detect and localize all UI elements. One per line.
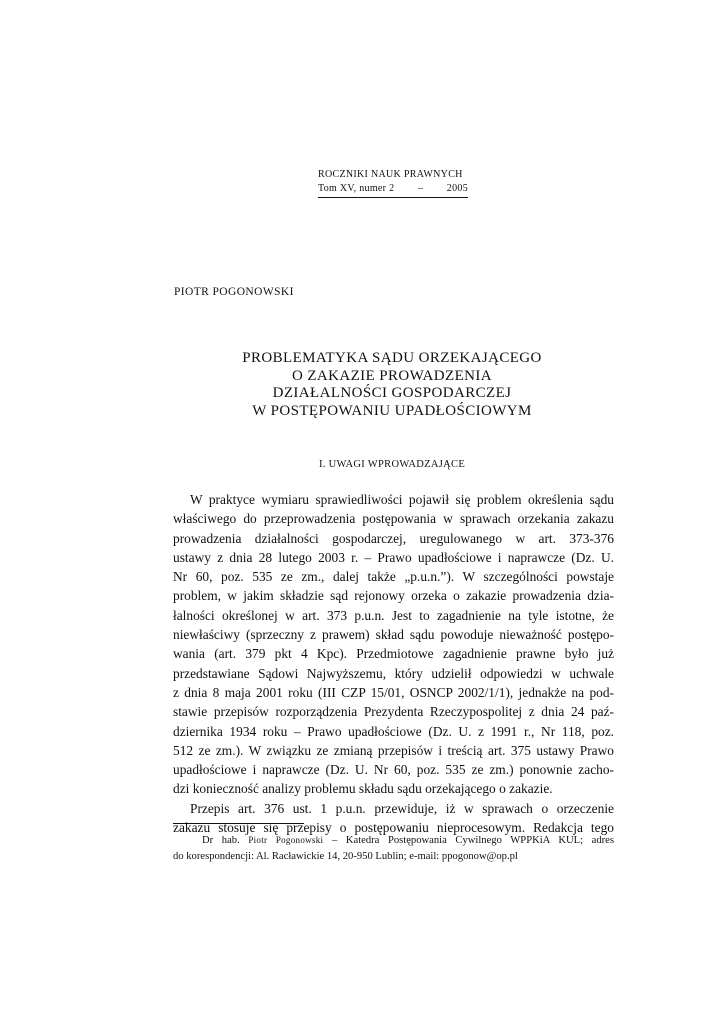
body-line: łalności określonej w art. 373 p.u.n. Jest to zagadnienie na tyle istotne, że [173, 607, 614, 623]
body-line: dziernika 1934 roku – Prawo upadłościowe (Dz. U. z 1991 r., Nr 118, poz. [173, 723, 614, 739]
footnote-line [173, 833, 614, 849]
title-line: DZIAŁALNOŚCI GOSPODARCZEJ [272, 385, 512, 401]
volume-year: 2005 [446, 183, 468, 194]
body-line: stawie przepisów rozporządzenia Prezydenta Rzeczypospolitej z dnia 24 paź- [173, 704, 614, 720]
title-line: W POSTĘPOWANIU UPADŁOŚCIOWYM [252, 402, 532, 419]
volume-line [318, 182, 468, 198]
volume-dash: – [417, 183, 424, 194]
body-line: ustawy z dnia 28 lutego 2003 r. – Prawo upadłościowe i naprawcze (Dz. U. [173, 549, 614, 565]
body-line: prowadzenia działalności gospodarczej, uregulowanego w art. 373-376 [173, 530, 614, 546]
body-text [173, 490, 614, 837]
footnote-prefix: Dr hab. [202, 835, 249, 846]
body-line: W praktyce wymiaru sprawiedliwości pojawił się problem określenia sądu [190, 492, 614, 507]
body-line: upadłościowe i naprawcze (Dz. U. Nr 60, poz. 535 ze zm.) ponownie zacho- [173, 762, 614, 778]
body-line: właściwego do przeprowadzenia postępowania w sprawach orzekania zakazu [173, 511, 614, 527]
body-line: przedstawiane Sądowi Najwyższemu, który udzielił odpowiedzi w uchwale [173, 665, 614, 681]
body-line: 512 ze zm.). W związku ze zmianą przepisów i treścią art. 375 ustawy Prawo [173, 742, 614, 758]
footnote-line: do korespondencji: Al. Racławickie 14, 20-950 Lublin; e-mail: ppogonow@op.pl [173, 850, 518, 862]
article-title [170, 350, 614, 420]
volume-number: Tom XV, numer 2 [318, 183, 395, 194]
section-heading: I. UWAGI WPROWADZAJĄCE [318, 459, 466, 470]
body-line: niewłaściwy (sprzeczny z prawem) skład sądu powoduje nieważność postępo- [173, 627, 614, 643]
body-line: Przepis art. 376 ust. 1 p.u.n. przewiduje, iż w sprawach o orzeczenie [190, 800, 614, 816]
footnote-author: Piotr Pogonowski [248, 835, 324, 845]
body-line: Nr 60, poz. 535 ze zm., dalej także „p.u.n.”). W szczególności powstaje [173, 569, 614, 585]
body-line: problem, w jakim składzie sąd rejonowy orzeka o zakazie prowadzenia dzia- [173, 588, 614, 604]
title-line: O ZAKAZIE PROWADZENIA [291, 367, 493, 384]
author-name: PIOTR POGONOWSKI [174, 286, 294, 298]
footnote-affiliation: – Katedra Postępowania Cywilnego WPPKiA KUL; adres [323, 835, 615, 846]
journal-name: ROCZNIKI NAUK PRAWNYCH [318, 169, 463, 180]
body-line: z dnia 8 maja 2001 roku (III CZP 15/01, OSNCP 2002/1/1), jednakże na pod- [173, 684, 614, 700]
body-line: zakazu stosuje się przepisy o postępowaniu nieprocesowym. Redakcja tego [173, 820, 614, 836]
body-line: dzi konieczność analizy problemu składu sądu orzekającego o zakazie. [173, 781, 553, 797]
body-line: wania (art. 379 pkt 4 Kpc). Przedmiotowe zagadnienie prawne było już [173, 646, 614, 662]
journal-header [318, 168, 468, 198]
footnote [173, 833, 614, 864]
title-line: PROBLEMATYKA SĄDU ORZEKAJĄCEGO [242, 350, 542, 366]
footnote-separator [173, 823, 304, 824]
